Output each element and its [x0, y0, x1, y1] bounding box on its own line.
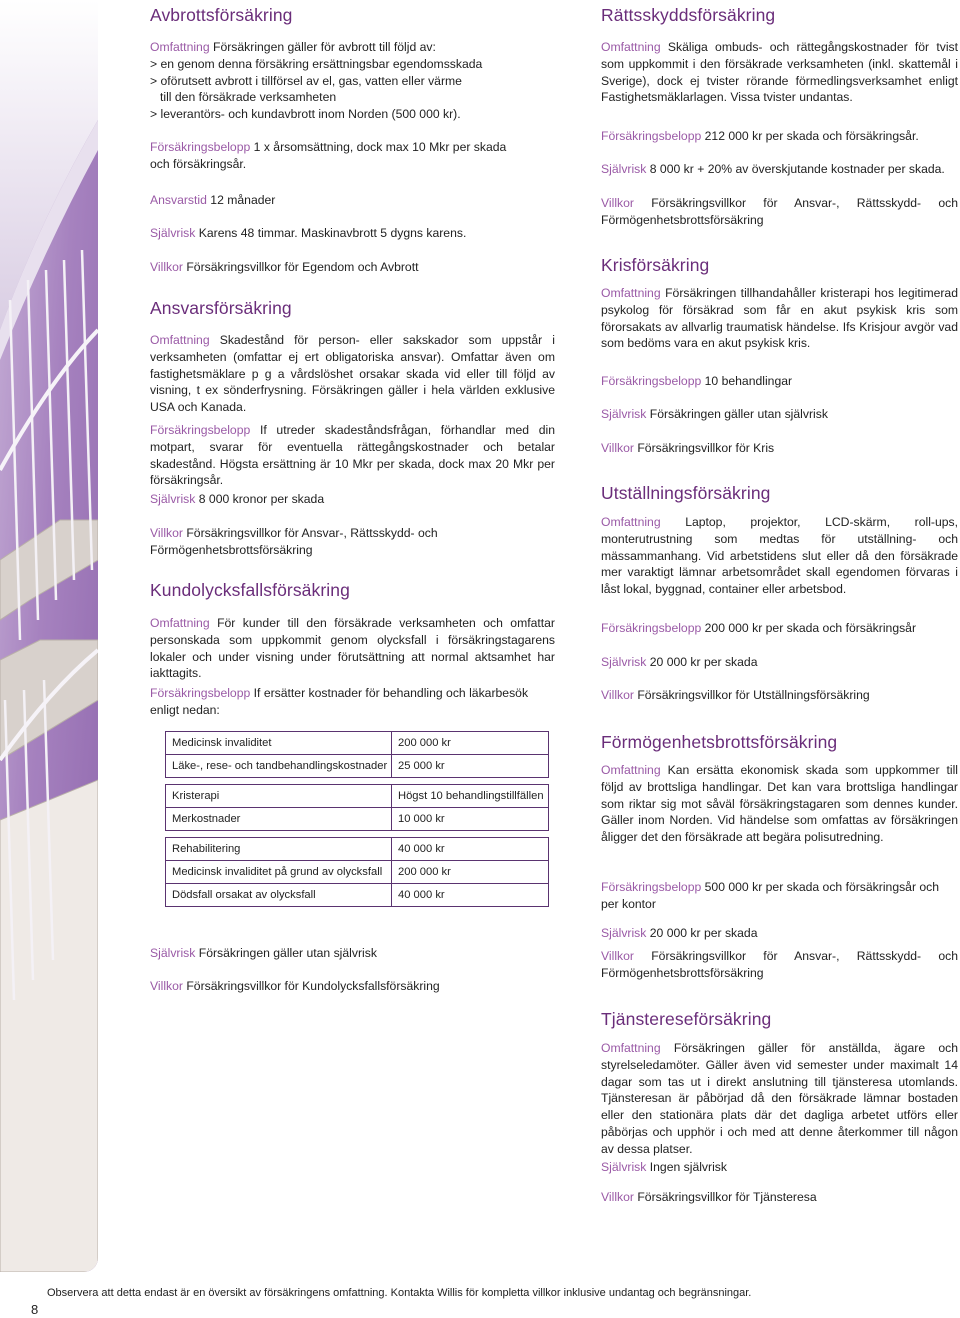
formogenhet-omfattning: Omfattning Kan ersätta ekonomisk skada som uppkommer till följd av brottsliga handlingar. Det kan vara brottsliga handlingar som riktar sig mot såväl försäkringstagaren som dennes kunder. Gäller inom Norden. Vid händelse som omfattas av försäkringen åligger det den försäkrade att begära polisutredning.	[601, 763, 958, 845]
avbrott-ansvarstid: Ansvarstid 12 månader	[150, 193, 276, 207]
avbrott-heading: Avbrottsförsäkring	[150, 5, 293, 25]
tjansteresa-heading: Tjänstereseförsäkring	[601, 1009, 772, 1029]
kris-sjalvrisk: Självrisk Försäkringen gäller utan självrisk	[601, 407, 828, 421]
utstallning-belopp: Försäkringsbelopp 200 000 kr per skada och försäkringsår	[601, 621, 917, 635]
table-row: Kristerapi Högst 10 behandlingstillfällen	[166, 785, 549, 808]
table-row: Dödsfall orsakat av olycksfall 40 000 kr	[166, 884, 549, 907]
avbrott-sjalvrisk: Självrisk Karens 48 timmar. Maskinavbrott 5 dygns karens.	[150, 226, 467, 240]
avbrott-villkor: Villkor Försäkringsvillkor för Egendom och Avbrott	[150, 260, 419, 274]
avbrott-belopp: Försäkringsbelopp 1 x årsomsättning, dock max 10 Mkr per skada och försäkringsår.	[150, 140, 507, 171]
utstallning-omfattning: Omfattning Laptop, projektor, LCD-skärm, roll-ups, monterutrustning som medtas för utställning- och mässammanhang. Vid arbetstidens slut eller då den försäkrade mer varaktigt lämnar arbetsområdet skall egendomen förvaras i låst lokal, byggnad, container eller arbetsbod.	[601, 515, 958, 597]
ansvar-heading: Ansvarsförsäkring	[150, 298, 292, 318]
benefits-table	[165, 731, 549, 907]
kundolycksfall-omfattning: Omfattning För kunder till den försäkrade verksamheten och omfattar personskada som uppkommit genom olycksfall i försäkringstagarens lokaler och under visning under förutsättning att normal aktsamhet har iakttagits.	[150, 616, 555, 681]
formogenhet-villkor: Villkor Försäkringsvillkor för Ansvar-, Rättsskydd- och Förmögenhetsbrottsförsäkring	[601, 949, 958, 980]
formogenhet-sjalvrisk: Självrisk 20 000 kr per skada	[601, 926, 758, 940]
avbrott-bullet: till den försäkrade verksamheten	[160, 90, 337, 105]
kundolycksfall-sjalvrisk: Självrisk Försäkringen gäller utan självrisk	[150, 946, 377, 960]
table-row: Merkostnader 10 000 kr	[166, 808, 549, 831]
staircase-photo	[0, 0, 98, 1272]
table-row: Läke-, rese- och tandbehandlingskostnader 25 000 kr	[166, 755, 549, 778]
rattsskydd-heading: Rättsskyddsförsäkring	[601, 5, 776, 25]
avbrott-omfattning: Omfattning Försäkringen gäller för avbrott till följd av: > en genom denna försäkring ersättningsbar egendomsskada > oförutsett avbrott i tillförsel av el, gas, vatten eller värme till den försäkrade verksamheten > leverantörs- och kundavbrott inom Norden (500 000 kr).	[150, 40, 483, 122]
table-row: Rehabilitering 40 000 kr	[166, 838, 549, 861]
ansvar-omfattning: Omfattning Skadestånd för person- eller sakskador som uppstår i verksamheten (omfattar ej ert obligatoriska ansvar). Omfattar även om fastighetsmäklare p g a vårdslöshet orsakar skada vid eller till följd av visning, t ex sönderfrysning. Försäkringen gäller i hela världen exklusive USA och Kanada.	[150, 333, 555, 415]
tjansteresa-villkor: Villkor Försäkringsvillkor för Tjänsteresa	[601, 1190, 817, 1204]
avbrott-bullet: > en genom denna försäkring ersättningsbar egendomsskada	[150, 56, 483, 71]
kundolycksfall-villkor: Villkor Försäkringsvillkor för Kundolycksfallsförsäkring	[150, 979, 440, 993]
rattsskydd-villkor: Villkor Försäkringsvillkor för Ansvar-, Rättsskydd- och Förmögenhetsbrottsförsäkring	[601, 196, 958, 227]
kundolycksfall-belopp: Försäkringsbelopp If ersätter kostnader för behandling och läkarbesök enligt nedan:	[150, 686, 529, 717]
avbrott-bullet: > leverantörs- och kundavbrott inom Norden (500 000 kr).	[150, 107, 461, 122]
utstallning-villkor: Villkor Försäkringsvillkor för Utställningsförsäkring	[601, 688, 870, 702]
avbrott-bullet: > oförutsett avbrott i tillförsel av el, gas, vatten eller värme	[150, 73, 462, 88]
ansvar-belopp: Försäkringsbelopp If utreder skadeståndsfrågan, förhandlar med din motpart, svarar för eventuella rättegångskostnader och betalar skadestånd. Högsta ersättning är 10 Mkr per skada, dock max 20 Mkr per försäkringsår.	[150, 423, 555, 488]
kundolycksfall-heading: Kundolycksfallsförsäkring	[150, 580, 350, 600]
rattsskydd-omfattning: Omfattning Skäliga ombuds- och rättegångskostnader för tvist som uppkommit i den försäkrade verksamheten (inkl. skattemål i Sverige), dock ej tvister rörande förmedlingsverksamhet enligt Fastighetsmäklarlagen. Vissa tvister undantas.	[601, 40, 959, 105]
formogenhet-belopp: Försäkringsbelopp 500 000 kr per skada och försäkringsår och per kontor	[601, 880, 940, 911]
utstallning-heading: Utställningsförsäkring	[601, 483, 771, 503]
rattsskydd-sjalvrisk: Självrisk 8 000 kr + 20% av överskjutande kostnader per skada.	[601, 162, 945, 176]
kris-belopp: Försäkringsbelopp 10 behandlingar	[601, 374, 793, 388]
table-row: Medicinsk invaliditet på grund av olycksfall 200 000 kr	[166, 861, 549, 884]
kris-heading: Krisförsäkring	[601, 255, 710, 275]
utstallning-sjalvrisk: Självrisk 20 000 kr per skada	[601, 655, 758, 669]
rattsskydd-belopp: Försäkringsbelopp 212 000 kr per skada och försäkringsår.	[601, 129, 919, 143]
kris-omfattning: Omfattning Försäkringen tillhandahåller kristerapi hos legitimerad psykolog för försäkrad som får en akut psykisk kris som förorsakats av allvarlig traumatisk händelse. Ifs Krisjour avgör vad som bedöms vara en akut psykisk kris.	[601, 286, 958, 351]
tjansteresa-sjalvrisk: Självrisk Ingen självrisk	[601, 1160, 727, 1174]
ansvar-villkor: Villkor Försäkringsvillkor för Ansvar-, Rättsskydd- och Förmögenhetsbrottsförsäkring	[150, 526, 438, 557]
kris-villkor: Villkor Försäkringsvillkor för Kris	[601, 441, 775, 455]
footer-note: Observera att detta endast är en översikt av försäkringens omfattning. Kontakta Willis för kompletta villkor inklusive undantag och begränsningar.	[47, 1287, 752, 1299]
formogenhet-heading: Förmögenhetsbrottsförsäkring	[601, 732, 838, 752]
ansvar-sjalvrisk: Självrisk 8 000 kronor per skada	[150, 492, 325, 506]
tjansteresa-omfattning: Omfattning Försäkringen gäller för anställda, ägare och styrelseledamöter. Gäller även vid semester under maximalt 14 dagar som tas ut i direkt anslutning till tjänsteresa utomlands. Tjänsteresan är påbörjad då den försäkrade lämnar bostaden eller den stationära plats där det dagliga arbetet utförs eller påbörjas och upphör i och med att denne återkommer till någon av dessa platser.	[601, 1041, 958, 1156]
page-number: 8	[31, 1302, 39, 1317]
table-row: Medicinsk invaliditet 200 000 kr	[166, 732, 549, 755]
